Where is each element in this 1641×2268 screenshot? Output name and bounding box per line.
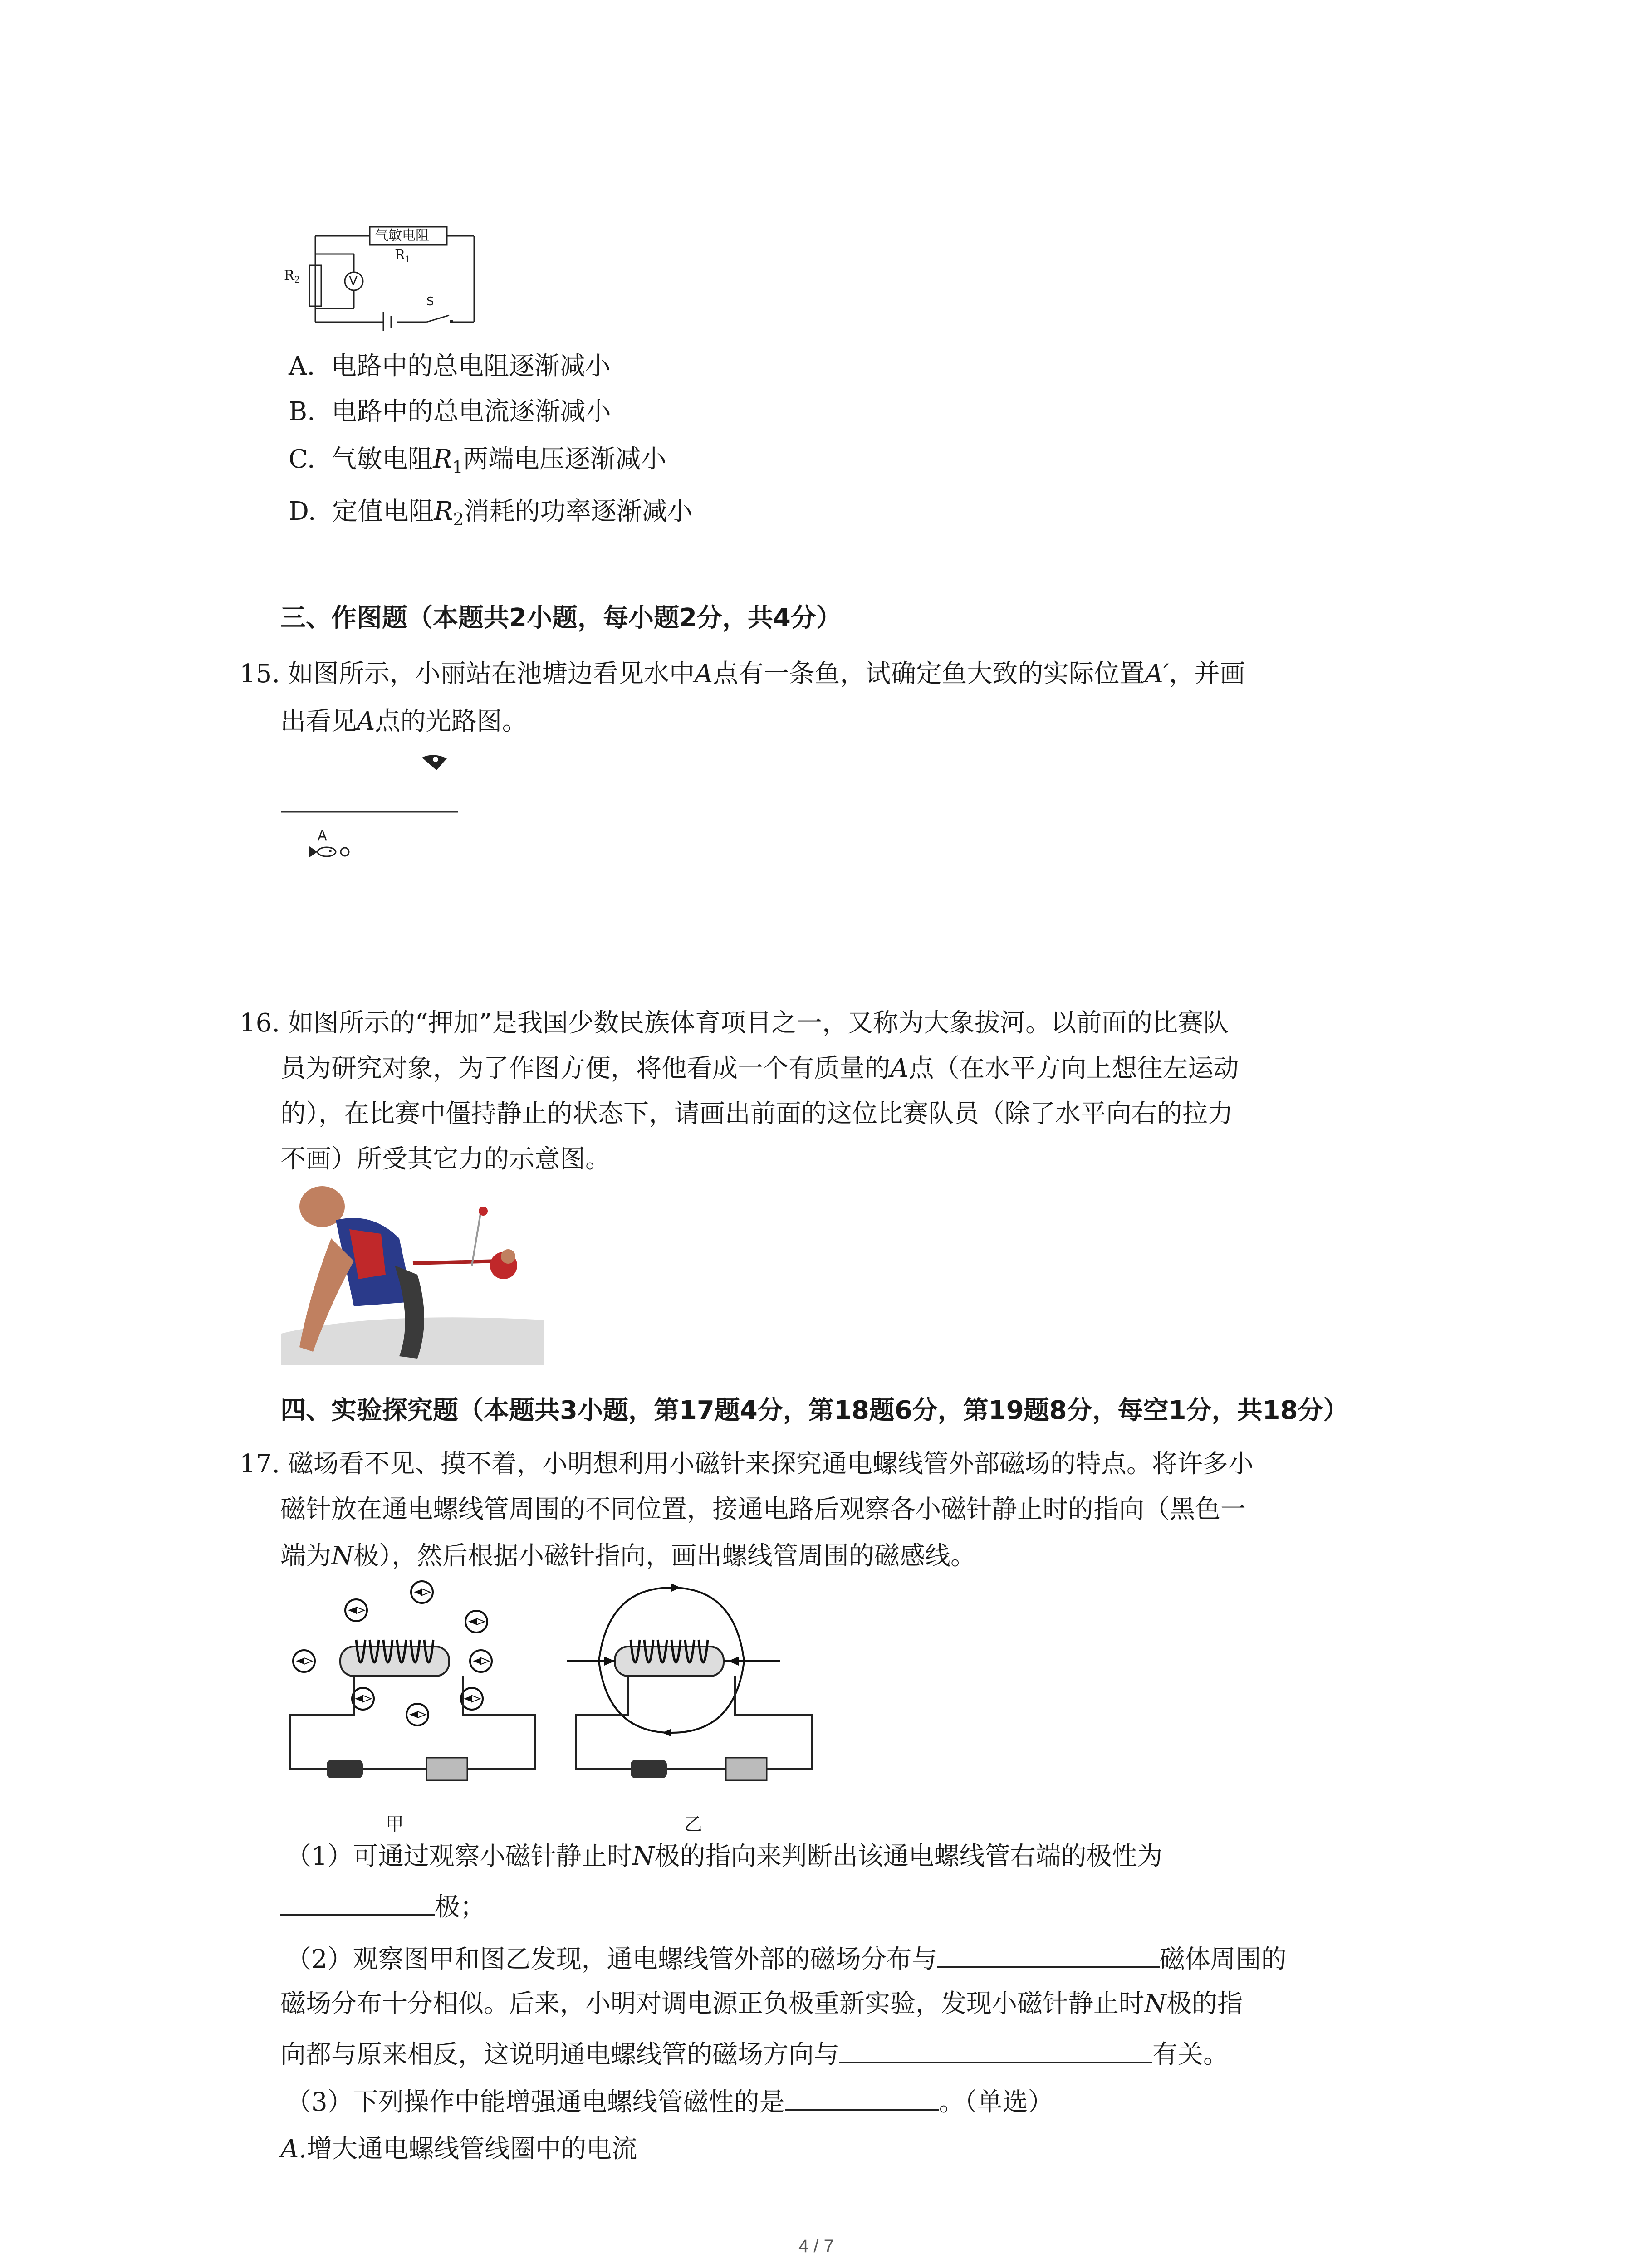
q17-option-a: A.增大通电螺线管线圈中的电流 [280,2134,637,2164]
figure-yi [567,1584,812,1780]
q17-sub2-line2: 磁场分布十分相似。后来，小明对调电源正负极重新实验，发现小磁针静止时N极的指 [280,1989,1243,2019]
fish-icon [309,846,349,857]
q14-option-d: D. 定值电阻$R_2$消耗的功率逐渐减小 [289,497,693,529]
q14-option-a: A. 电路中的总电阻逐渐减小 [289,352,611,381]
fish-point-label: A [318,828,327,844]
r2-label: $R_2$ [284,268,300,285]
q16-line3: 的），在比赛中僵持静止的状态下，请画出前面的这位比赛队员（除了水平向右的拉力 [280,1099,1233,1129]
answer-blank-1[interactable] [280,1887,435,1916]
fig-jia-label: 甲 [386,1814,404,1835]
gas-resistor-label: 气敏电阻 [375,228,429,244]
q16-line4: 不画）所受其它力的示意图。 [280,1144,611,1174]
section4-title: 四、实验探究题（本题共3小题，第17题4分，第18题6分，第19题8分，每空1分，共18分） [280,1396,1349,1425]
q17-sub2-line1: （2）观察图甲和图乙发现，通电螺线管外部的磁场分布与 磁体周围的 [286,1939,1287,1977]
tug-of-war-photo [281,1184,544,1365]
page-number: 4 / 7 [798,2236,834,2256]
r1-label: $R_1$ [395,247,411,264]
q17-line2: 磁针放在通电螺线管周围的不同位置，接通电路后观察各小磁针静止时的指向（黑色一 [280,1495,1246,1524]
q15-line2: 出看见A点的光路图。 [280,707,528,736]
solenoid-figure [281,1579,839,1810]
voltmeter-label: V [349,273,358,288]
answer-blank-2[interactable] [937,1939,1160,1968]
pond-figure [272,744,476,871]
figure-jia [290,1581,535,1780]
q17-sub1-line2: 极； [280,1887,485,1925]
eye-icon [422,755,447,770]
section3-title: 三、作图题（本题共2小题，每小题2分，共4分） [280,603,842,633]
q17-sub1-line1: （1）可通过观察小磁针静止时N极的指向来判断出该通电螺线管右端的极性为 [286,1842,1163,1871]
q17-line3: 端为N极），然后根据小磁针指向，画出螺线管周围的磁感线。 [280,1541,976,1571]
q15-line1: 15. 如图所示，小丽站在池塘边看见水中A点有一条鱼，试确定鱼大致的实际位置A′，并画 [240,659,1245,689]
answer-blank-4[interactable] [785,2082,939,2111]
q17-sub2-line3: 向都与原来相反，这说明通电螺线管的磁场方向与 有关。 [280,2034,1229,2072]
q16-line1: 16. 如图所示的“押加”是我国少数民族体育项目之一，又称为大象拔河。以前面的比赛队 [240,1008,1229,1038]
q17-line1: 17. 磁场看不见、摸不着，小明想利用小磁针来探究通电螺线管外部磁场的特点。将许多小 [240,1449,1254,1479]
fig-yi-label: 乙 [684,1814,702,1835]
answer-blank-3[interactable] [839,2034,1152,2063]
q16-line2: 员为研究对象，为了作图方便，将他看成一个有质量的A点（在水平方向上想往左运动 [280,1054,1239,1083]
q17-sub3: （3）下列操作中能增强通电螺线管磁性的是 。（单选） [286,2082,1053,2120]
switch-label: S [426,295,434,308]
q14-option-b: B. 电路中的总电流逐渐减小 [289,397,611,426]
q14-option-c: C. 气敏电阻$R_1$两端电压逐渐减小 [289,445,666,477]
